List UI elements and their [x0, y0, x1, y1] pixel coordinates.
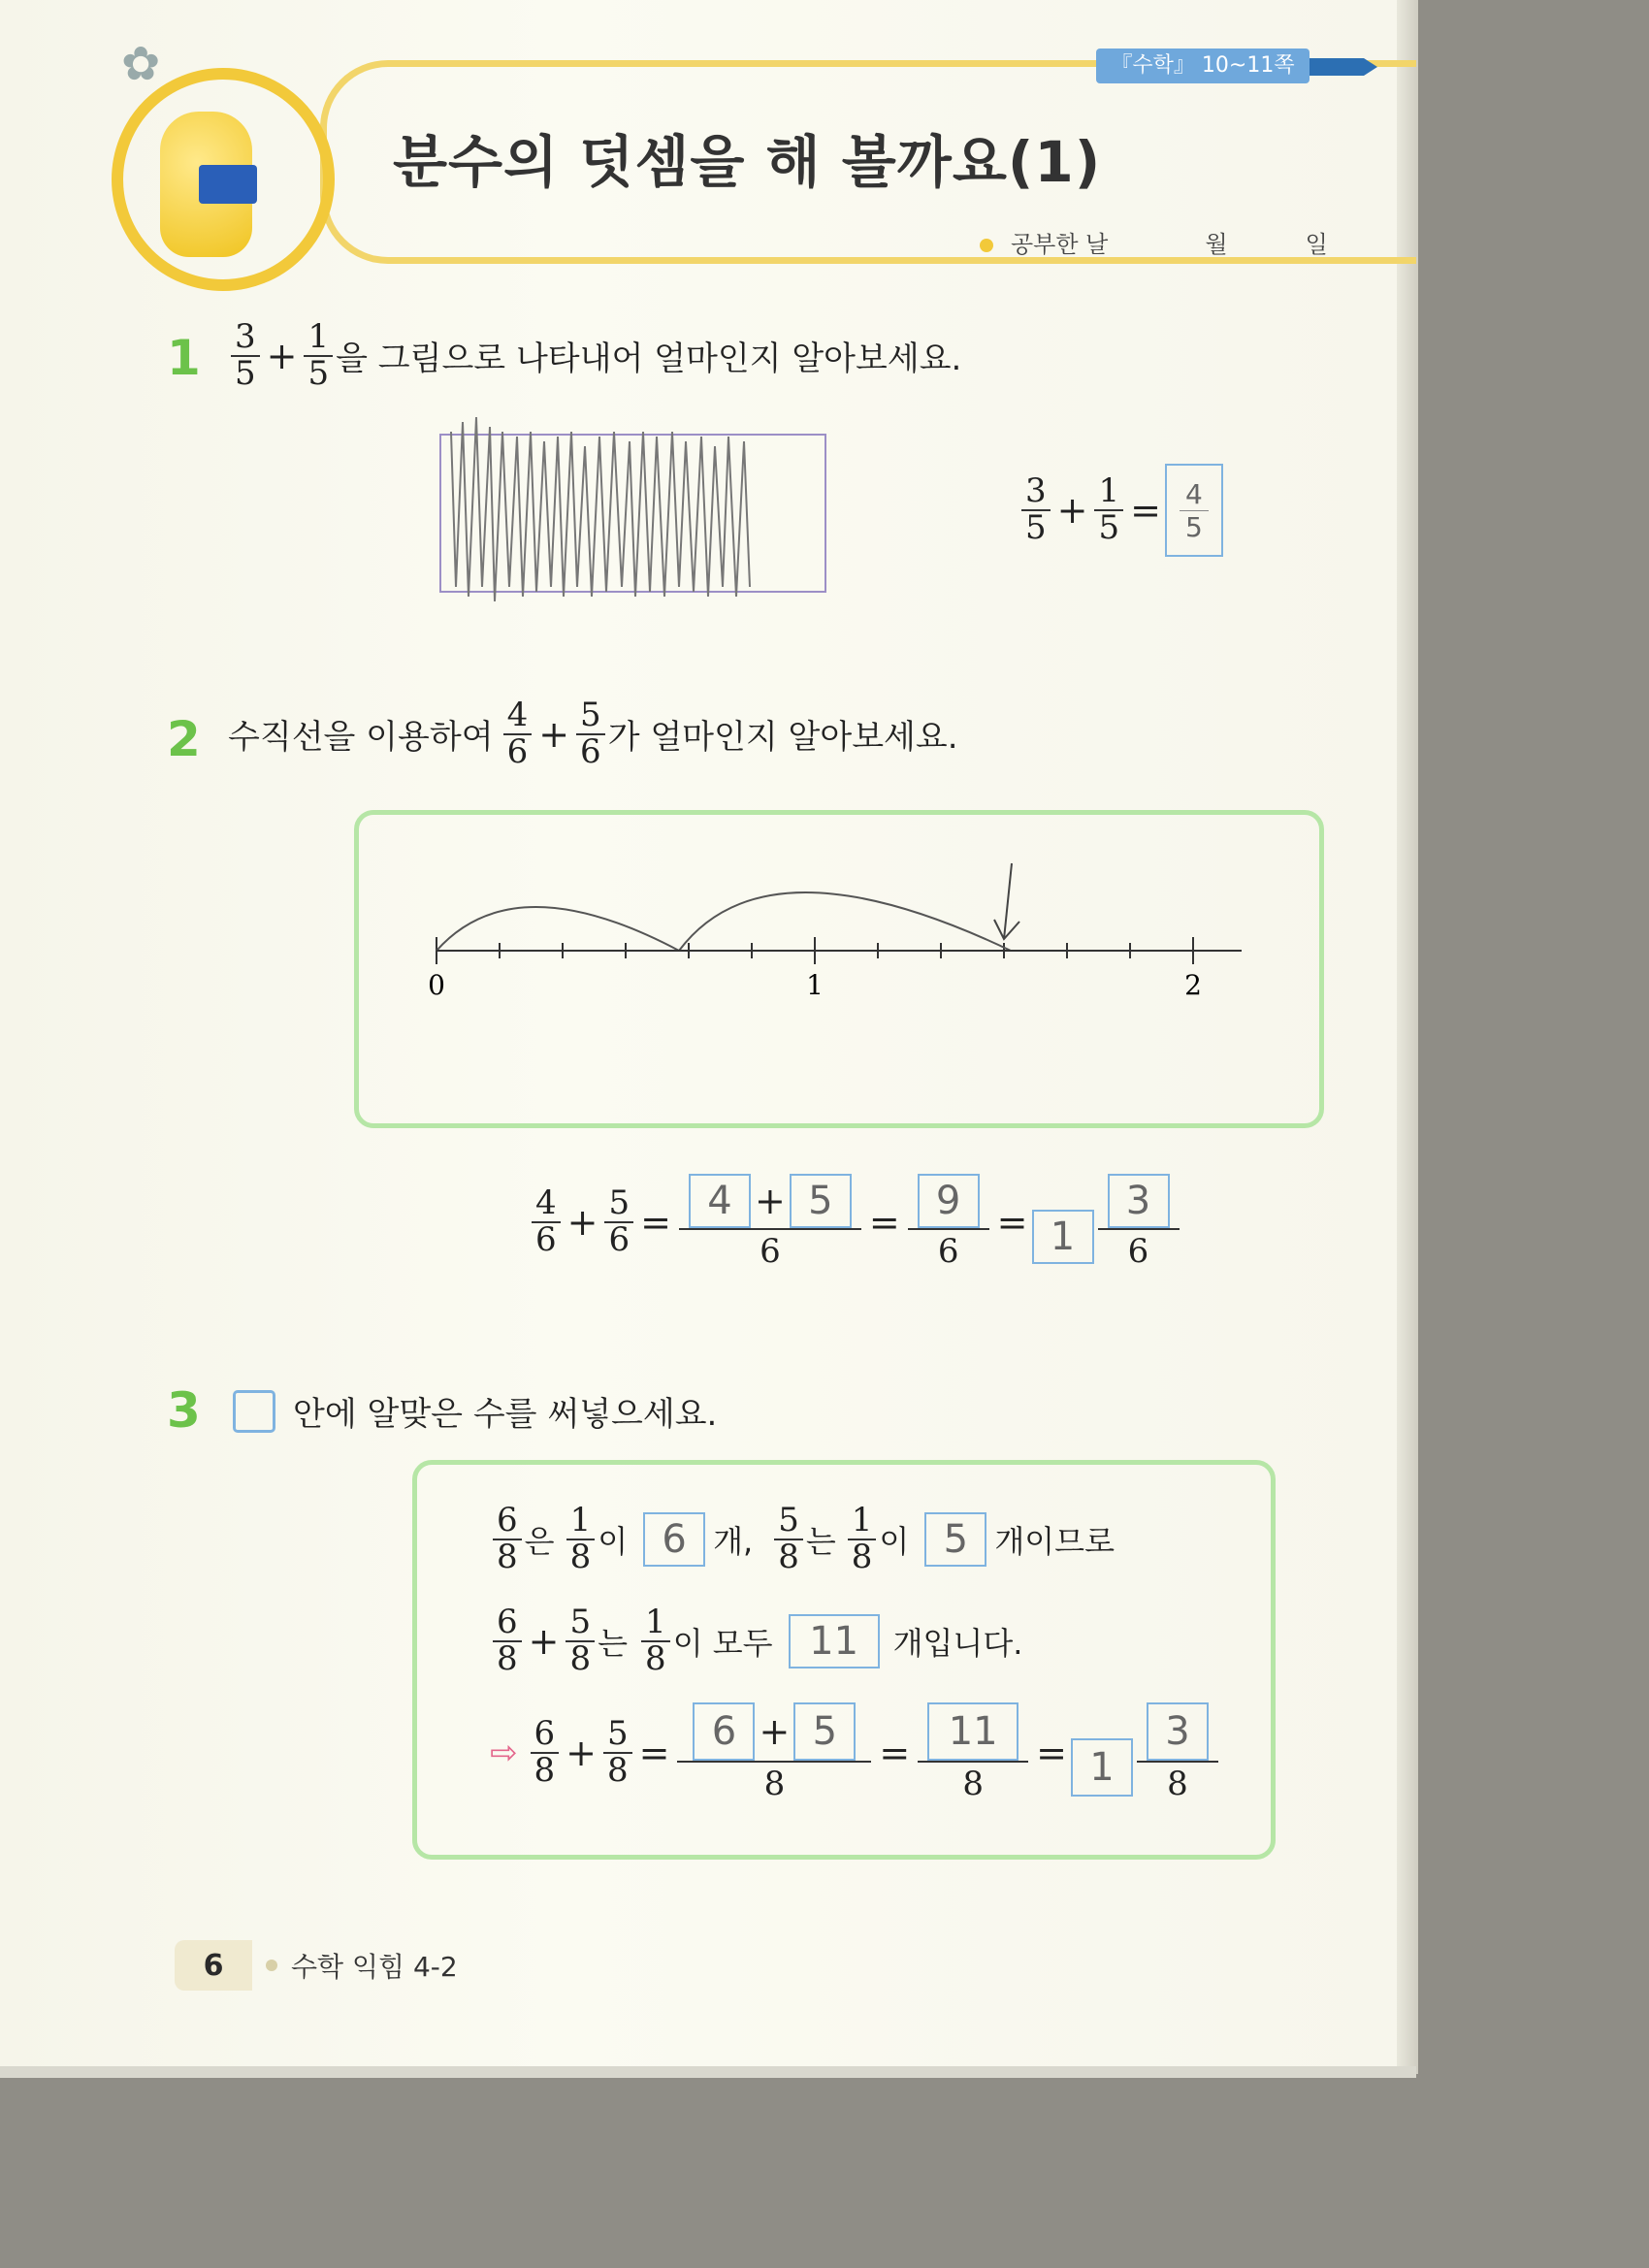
- answer-box[interactable]: 3: [1147, 1702, 1209, 1761]
- fraction: $\frac{6}{8}$: [493, 1605, 522, 1676]
- fraction: 6 + 5 8: [677, 1702, 871, 1803]
- question-1-equation: $\frac{3}{5}$ + $\frac{1}{5}$ = $\frac{4}{5}$: [1018, 464, 1223, 557]
- handwritten-scribble: [441, 393, 771, 616]
- answer-box[interactable]: 6: [693, 1702, 755, 1761]
- textbook-page-tag: 『수학』 10~11쪽: [1096, 49, 1310, 83]
- bullet-icon: [266, 1960, 277, 1971]
- fraction: $\frac{3}{5}$: [231, 320, 260, 391]
- answer-box[interactable]: 5: [790, 1174, 852, 1228]
- study-date-label: 공부한 날: [1011, 231, 1109, 258]
- day-label: 일: [1305, 231, 1328, 258]
- question-3-line-3: ⇨ $\frac{6}{8}$ + $\frac{5}{8}$ = 6 + 5 8 = $\frac{11}{8}$ = 1 3 8: [490, 1702, 1222, 1803]
- fraction: $\frac{5}{8}$: [566, 1605, 595, 1676]
- question-3-line-2: $\frac{6}{8}$ + $\frac{5}{8}$ 는 $\frac{1}{8}$ 이 모두 11 개입니다.: [490, 1605, 1022, 1676]
- page-number: 6: [175, 1940, 252, 1991]
- fraction: $\frac{1}{8}$: [641, 1605, 670, 1676]
- question-3-text: 안에 알맞은 수를 써넣으세요.: [293, 1395, 718, 1434]
- answer-box[interactable]: 6: [643, 1512, 705, 1567]
- book-icon: [199, 165, 257, 204]
- windup-key-icon: ✿: [121, 37, 161, 91]
- fraction: $\frac{6}{8}$: [531, 1717, 560, 1788]
- fraction: $\frac{5}{8}$: [603, 1717, 632, 1788]
- fraction: 3 8: [1137, 1702, 1218, 1803]
- month-label: 월: [1205, 231, 1228, 258]
- question-1-text: 을 그림으로 나타내어 얼마인지 알아보세요.: [336, 340, 962, 379]
- fraction: $\frac{11}{8}$: [918, 1702, 1028, 1803]
- fraction: $\frac{1}{8}$: [566, 1504, 596, 1574]
- book-title: 수학 익힘 4-2: [291, 1951, 458, 1983]
- fraction: $\frac{1}{5}$: [304, 320, 333, 391]
- jump-arc: [679, 892, 1011, 951]
- fraction: $\frac{5}{6}$: [604, 1186, 633, 1257]
- page-footer: [175, 1940, 466, 1991]
- question-3-prompt: [233, 1387, 717, 1435]
- answer-box[interactable]: 1: [1032, 1210, 1094, 1264]
- question-1-prompt: $\frac{3}{5}$ + $\frac{1}{5}$ 을 그림으로 나타내어 얼마인지 알아보세요.: [228, 320, 961, 391]
- fraction: $\frac{5}{8}$: [774, 1504, 803, 1574]
- answer-box[interactable]: 5: [924, 1512, 986, 1567]
- answer-box[interactable]: 11: [789, 1614, 880, 1669]
- answer-box[interactable]: 9: [918, 1174, 980, 1228]
- answer-box[interactable]: 4: [689, 1174, 751, 1228]
- question-3-line-1: $\frac{6}{8}$ 은 $\frac{1}{8}$ 이 6 개, $\frac{5}{8}$ 는 $\frac{1}{8}$ 이 5 개이므로: [490, 1504, 1115, 1574]
- pencil-icon: [1310, 58, 1377, 76]
- blank-box-icon: [233, 1390, 275, 1433]
- jump-arc: [436, 907, 679, 951]
- fraction: $\frac{6}{8}$: [493, 1504, 522, 1574]
- question-2-text-before: 수직선을 이용하여: [228, 718, 494, 758]
- question-2-prompt: 수직선을 이용하여 $\frac{4}{6}$ + $\frac{5}{6}$ 가 얼마인지 알아보세요.: [228, 696, 958, 771]
- page-edge: [1397, 0, 1418, 2074]
- answer-box[interactable]: 11: [927, 1702, 1018, 1761]
- question-2-equation: $\frac{4}{6}$ + $\frac{5}{6}$ = 4 + 5 6 = $\frac{9}{6}$ = 1 3 6: [529, 1174, 1183, 1271]
- number-line: [417, 854, 1261, 1009]
- fraction: 3 6: [1098, 1174, 1180, 1271]
- number-line-label: 2: [1184, 969, 1202, 1001]
- fraction: $\frac{4}{6}$: [503, 698, 533, 769]
- question-2-text-after: 가 얼마인지 알아보세요.: [607, 718, 958, 758]
- number-line-label: 1: [806, 969, 824, 1001]
- number-line-label: 0: [428, 969, 445, 1001]
- fraction: $\frac{4}{6}$: [532, 1186, 561, 1257]
- fraction: $\frac{3}{5}$: [1021, 474, 1051, 545]
- page-bottom-edge: [0, 2066, 1416, 2078]
- arrow-icon: ⇨: [490, 1733, 518, 1772]
- bullet-icon: [980, 239, 993, 252]
- question-number-3: 3: [167, 1382, 201, 1439]
- answer-box[interactable]: 1: [1071, 1738, 1133, 1797]
- question-number-2: 2: [167, 711, 201, 767]
- study-date: [980, 225, 1328, 259]
- page-title: 분수의 덧셈을 해 볼까요(1): [393, 129, 1102, 195]
- fraction: $\frac{1}{8}$: [848, 1504, 877, 1574]
- fraction: $\frac{1}{5}$: [1094, 474, 1123, 545]
- fraction: $\frac{5}{6}$: [576, 698, 605, 769]
- answer-box[interactable]: 5: [793, 1702, 856, 1761]
- answer-box-1[interactable]: $\frac{4}{5}$: [1165, 464, 1223, 557]
- fraction: 4 + 5 6: [679, 1174, 861, 1271]
- fraction: $\frac{9}{6}$: [908, 1174, 989, 1271]
- answer-box[interactable]: 3: [1108, 1174, 1170, 1228]
- question-number-1: 1: [167, 330, 201, 386]
- handwritten-arrow: [994, 863, 1019, 939]
